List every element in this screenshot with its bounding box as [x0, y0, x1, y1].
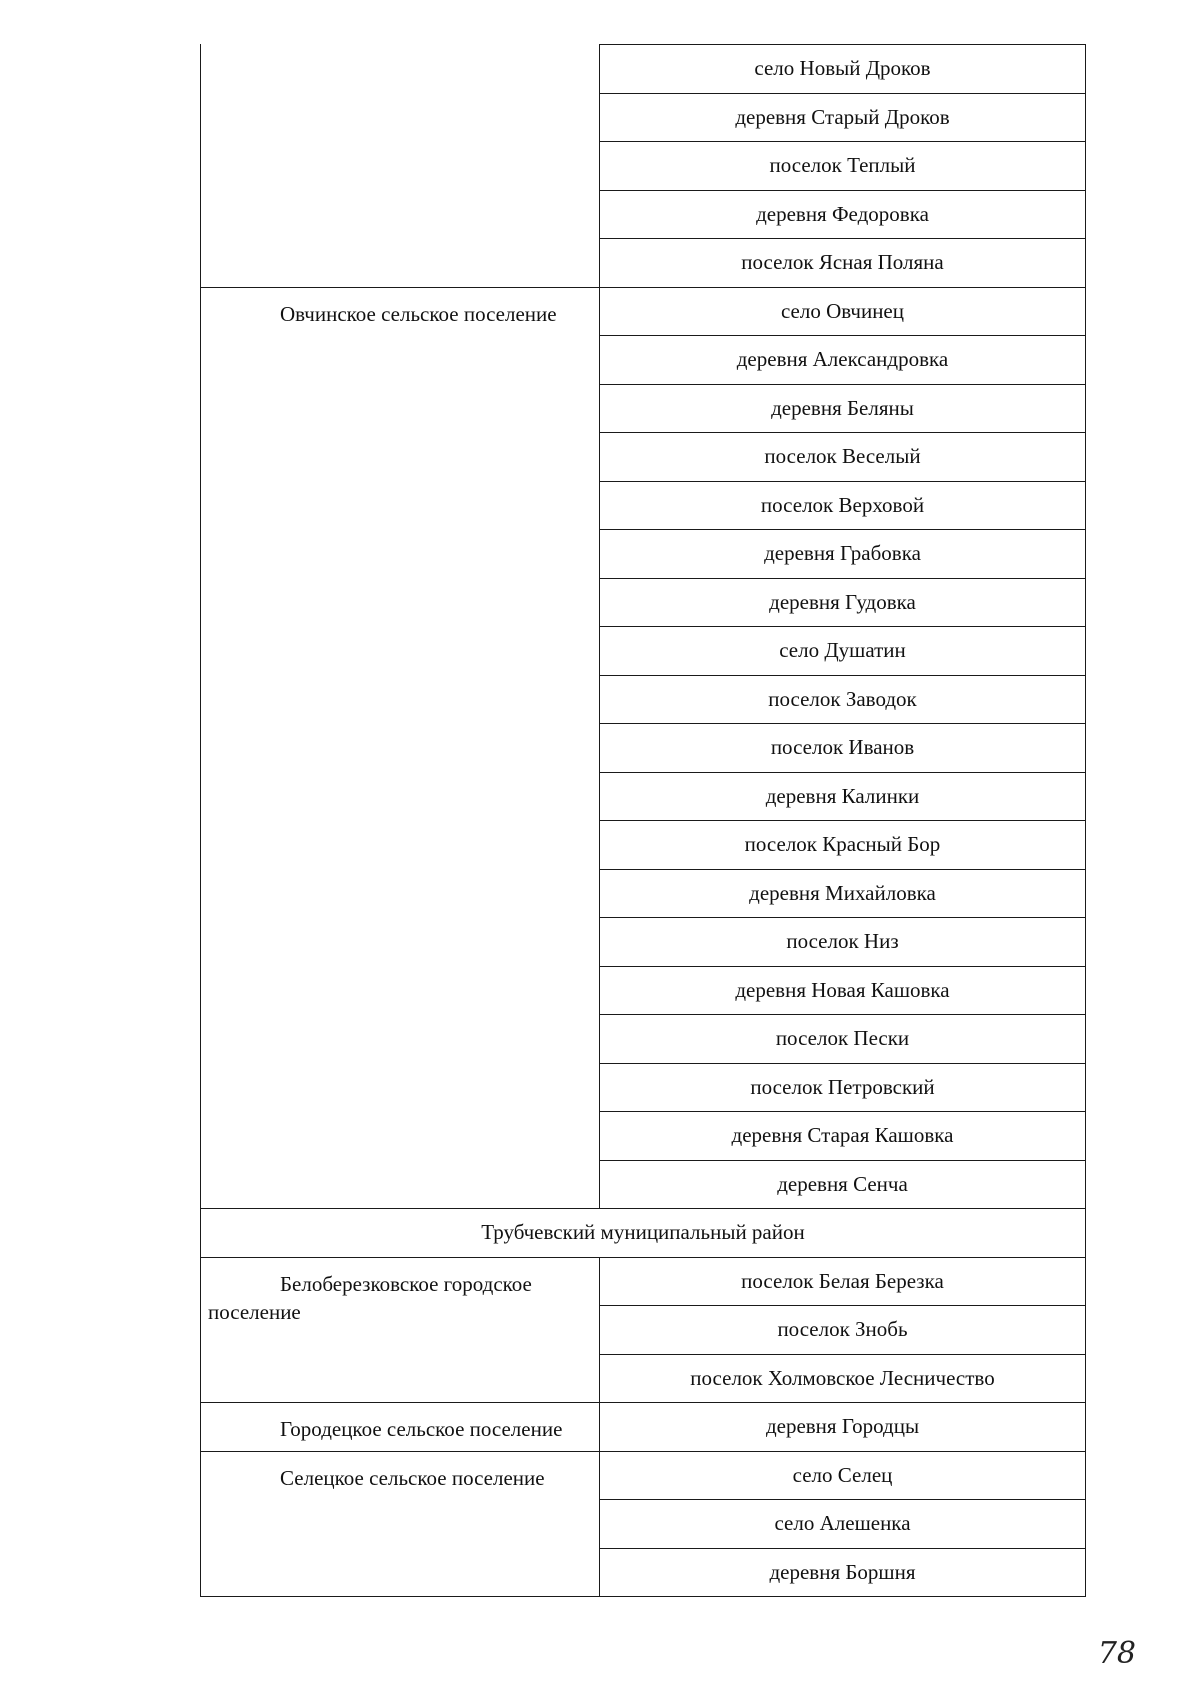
settlement-name: поселок Знобь — [600, 1306, 1086, 1355]
settlement-name: деревня Александровка — [600, 336, 1086, 385]
municipality-name: Селецкое сельское поселение — [201, 1451, 600, 1597]
settlement-name: поселок Белая Березка — [600, 1257, 1086, 1306]
settlement-name: село Алешенка — [600, 1500, 1086, 1549]
district-row — [201, 1209, 1086, 1258]
settlements-table-body — [201, 45, 1086, 1597]
municipality-name — [201, 45, 600, 288]
settlement-name: деревня Боршня — [600, 1548, 1086, 1597]
municipality-name: Белоберезковское городское поселение — [201, 1257, 600, 1403]
settlements-table — [200, 44, 1086, 1597]
district-name: Трубчевский муниципальный район — [201, 1209, 1086, 1258]
settlement-name: деревня Сенча — [600, 1160, 1086, 1209]
settlement-name: деревня Грабовка — [600, 530, 1086, 579]
table-row — [201, 1403, 1086, 1452]
settlement-name: поселок Веселый — [600, 433, 1086, 482]
settlement-name: поселок Красный Бор — [600, 821, 1086, 870]
municipality-name: Городецкое сельское поселение — [201, 1403, 600, 1452]
settlement-name: деревня Старая Кашовка — [600, 1112, 1086, 1161]
settlement-name: село Селец — [600, 1451, 1086, 1500]
settlement-name: поселок Ясная Поляна — [600, 239, 1086, 288]
table-row — [201, 1257, 1086, 1306]
settlement-name: село Овчинец — [600, 287, 1086, 336]
settlement-name: деревня Старый Дроков — [600, 93, 1086, 142]
settlement-name: деревня Федоровка — [600, 190, 1086, 239]
settlement-name: деревня Гудовка — [600, 578, 1086, 627]
settlement-name: поселок Пески — [600, 1015, 1086, 1064]
settlement-name: село Душатин — [600, 627, 1086, 676]
settlement-name: поселок Верховой — [600, 481, 1086, 530]
settlement-name: поселок Теплый — [600, 142, 1086, 191]
table-row — [201, 287, 1086, 336]
settlement-name: деревня Михайловка — [600, 869, 1086, 918]
settlement-name: поселок Низ — [600, 918, 1086, 967]
settlement-name: деревня Беляны — [600, 384, 1086, 433]
municipality-name: Овчинское сельское поселение — [201, 287, 600, 1209]
page-number: 78 — [1097, 1636, 1136, 1671]
settlement-name: поселок Заводок — [600, 675, 1086, 724]
settlement-name: деревня Городцы — [600, 1403, 1086, 1452]
settlement-name: поселок Холмовское Лесничество — [600, 1354, 1086, 1403]
settlement-name: деревня Новая Кашовка — [600, 966, 1086, 1015]
table-row — [201, 1451, 1086, 1500]
settlement-name: поселок Иванов — [600, 724, 1086, 773]
settlement-name: поселок Петровский — [600, 1063, 1086, 1112]
table-row — [201, 45, 1086, 94]
settlement-name: село Новый Дроков — [600, 45, 1086, 94]
settlement-name: деревня Калинки — [600, 772, 1086, 821]
